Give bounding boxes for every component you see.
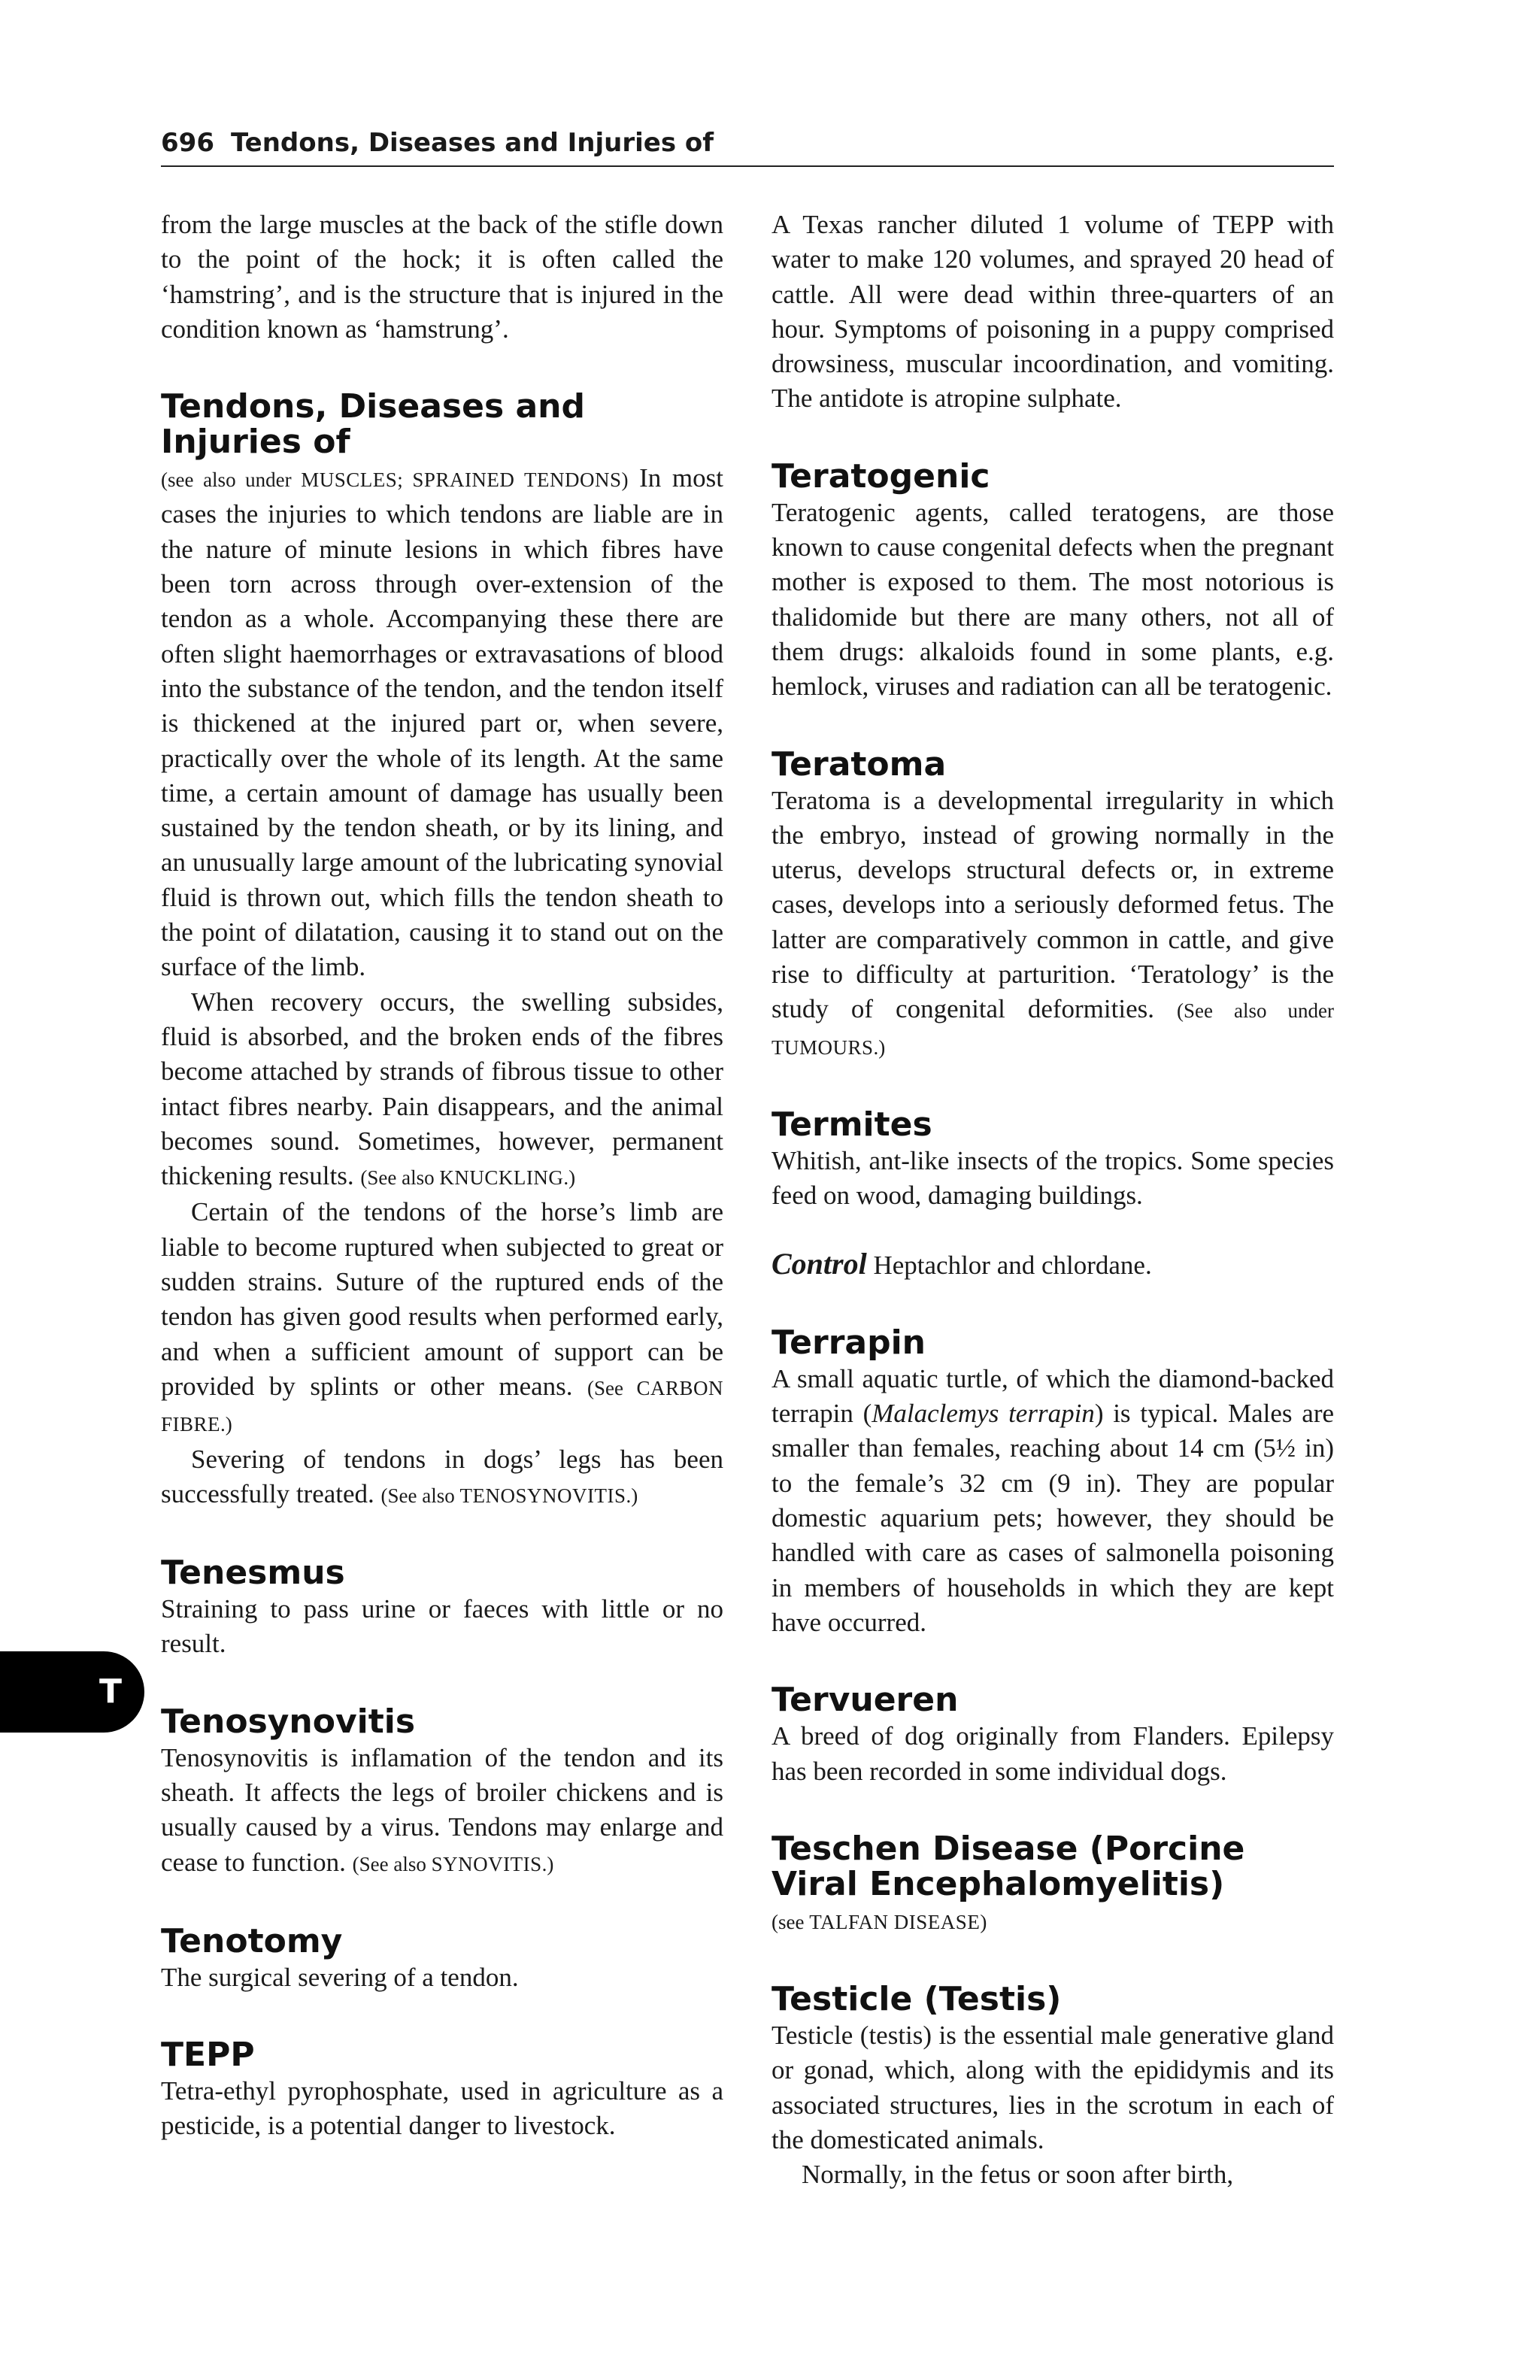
entry-heading-terrapin: Terrapin <box>772 1323 926 1362</box>
control-label: Control <box>772 1246 867 1281</box>
entry-heading-teschen: Teschen Disease (Porcine Viral Encephalomyelitis) <box>772 1829 1245 1903</box>
entry-body-teschen: (see TALFAN DISEASE) <box>772 1910 987 1933</box>
cross-reference: SPRAINED TENDONS <box>412 468 622 492</box>
entry-body-testicle-2: Normally, in the fetus or soon after birth, <box>802 2160 1234 2190</box>
thumb-tab-letter: T <box>99 1672 122 1711</box>
running-head <box>161 128 1334 167</box>
entry-body-tenotomy: The surgical severing of a tendon. <box>161 1962 519 1992</box>
entry-heading-tervueren: Tervueren <box>772 1681 959 1720</box>
entry-heading-tepp: TEPP <box>161 2036 255 2075</box>
cross-reference: TALFAN DISEASE <box>809 1910 981 1933</box>
cross-reference: SYNOVITIS <box>431 1852 542 1875</box>
entry-body-tepp-continued: A Texas rancher diluted 1 volume of TEPP with water to make 120 volumes, and sprayed 20 head of cattle. All were dead within three-quarters of an hour. Symptoms of poisoning in a puppy comprised drowsiness, muscular incoordination, and vomiting. The antidote is atropine sulphate. <box>772 210 1334 414</box>
thumb-index-tab <box>0 1651 144 1733</box>
continued-paragraph: from the large muscles at the back of the stifle down to the point of the hock; it is often called the ‘hamstring’, and is the structure that is injured in the condition known as ‘hamstrung’. <box>161 210 723 344</box>
species-name: Malaclemys terrapin <box>872 1399 1095 1429</box>
entry-heading-testicle: Testicle (Testis) <box>772 1980 1062 2019</box>
cross-reference: KNUCKLING <box>439 1166 564 1190</box>
entry-body-tendons-3: Certain of the tendons of the horse’s limb are liable to become ruptured when subjected to great or sudden strains. Suture of the ruptured ends of the tendon has given good results when performed early, and when a sufficient amount of support can be provided by splints or other means. (See CARBON FIBRE.) <box>161 1197 724 1436</box>
entry-body-tenosynovitis: Tenosynovitis is inflamation of the tendon and its sheath. It affects the legs of broiler chickens and is usually caused by a virus. Tendons may enlarge and cease to function. (See also SYNOVITIS.) <box>161 1742 723 1877</box>
cross-reference: MUSCLES <box>301 468 398 492</box>
entry-heading-teratoma: Teratoma <box>772 744 947 784</box>
entry-body-tendons-4: Severing of tendons in dogs’ legs has been successfully treated. (See also TENOSYNOVITIS.) <box>161 1444 723 1508</box>
entry-body-teratoma: Teratoma is a developmental irregularity in which the embryo, instead of growing normally in the uterus, develops structural defects or, in extreme cases, develops into a seriously deformed fetus. The latter are comparatively common in cattle, and give rise to difficulty at parturition. ‘Teratology’ is the study of congenital deformities. (See also under TUMOURS.) <box>772 785 1334 1059</box>
cross-reference: TENOSYNOVITIS <box>459 1484 626 1507</box>
control-subentry: Control Heptachlor and chlordane. <box>772 1246 1152 1281</box>
left-column <box>161 208 723 2144</box>
right-column <box>772 208 1334 2193</box>
entry-heading-termites: Termites <box>772 1105 932 1144</box>
entry-heading-tenesmus: Tenesmus <box>161 1554 345 1593</box>
entry-body-tepp: Tetra-ethyl pyrophosphate, used in agriculture as a pesticide, is a potential danger to livestock. <box>161 2076 723 2141</box>
entry-body-teratogenic: Teratogenic agents, called teratogens, are those known to cause congenital defects when the pregnant mother is exposed to them. The most notorious is thalidomide but there are many others, not all of them drugs: alkaloids found in some plants, e.g. hemlock, viruses and radiation can all be teratogenic. <box>772 497 1334 702</box>
entry-body-tervueren: A breed of dog originally from Flanders. Epilepsy has been recorded in some individual dogs. <box>772 1721 1334 1786</box>
entry-heading-teratogenic: Teratogenic <box>772 456 990 496</box>
entry-heading-tenosynovitis: Tenosynovitis <box>161 1702 416 1741</box>
entry-body-tendons-1: (see also under MUSCLES; SPRAINED TENDONS) In most cases the injuries to which tendons are liable are in the nature of minute lesions in which fibres have been torn across through over-extension of the tendon as a whole. Accompanying these there are often slight haemorrhages or extravasations of blood into the substance of the tendon, and the tendon itself is thickened at the injured part or, when severe, practically over the whole of its length. At the same time, a certain amount of damage has usually been sustained by the tendon sheath, or by its lining, and an unusually large amount of the lubricating synovial fluid is thrown out, which fills the tendon sheath to the point of dilatation, causing it to stand out on the surface of the limb. <box>161 463 723 982</box>
cross-reference: CARBON FIBRE <box>161 1376 724 1436</box>
page-number: 696 <box>161 128 214 158</box>
entry-heading-tendons: Tendons, Diseases and Injuries of <box>161 387 585 462</box>
running-title: Tendons, Diseases and Injuries of <box>230 128 714 158</box>
entry-body-testicle-1: Testicle (testis) is the essential male generative gland or gonad, which, along with the epididymis and its associated structures, lies in the scrotum in each of the domesticated animals. <box>772 2021 1334 2154</box>
entry-body-termites: Whitish, ant-like insects of the tropics. Some species feed on wood, damaging buildings. <box>772 1145 1334 1211</box>
entry-heading-tenotomy: Tenotomy <box>161 1921 343 1960</box>
entry-body-terrapin: A small aquatic turtle, of which the diamond-backed terrapin (Malaclemys terrapin) is typical. Males are smaller than females, reaching about 14 cm (5½ in) to the female’s 32 cm (9 in). They are popular domestic aquarium pets; however, they should be handled with care as cases of salmonella poisoning in members of households in which they are kept have occurred. <box>772 1363 1335 1637</box>
entry-body-tendons-2: When recovery occurs, the swelling subsides, fluid is absorbed, and the broken ends of the fibres become attached by strands of fibrous tissue to other intact fibres nearby. Pain disappears, and the animal becomes sound. Sometimes, however, permanent thickening results. (See also KNUCKLING.) <box>161 987 723 1191</box>
entry-body-tenesmus: Straining to pass urine or faeces with little or no result. <box>161 1594 723 1659</box>
cross-reference: TUMOURS <box>772 1035 874 1059</box>
